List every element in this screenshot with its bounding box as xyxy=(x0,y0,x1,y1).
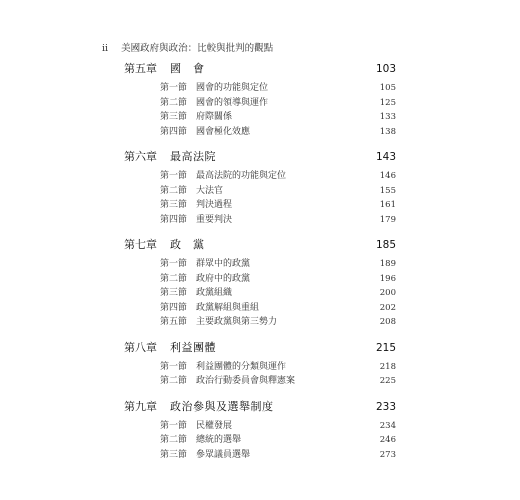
chapter-number: 第九章 xyxy=(124,399,157,413)
section-title: 國會的領導與運作 xyxy=(196,97,269,108)
section-number: 第一節 xyxy=(160,361,188,372)
toc-chapter xyxy=(124,236,396,329)
table-of-contents xyxy=(124,60,396,471)
section-title: 判決過程 xyxy=(196,200,233,210)
section-page: 155 xyxy=(379,185,396,196)
section-row xyxy=(124,95,396,110)
section-row xyxy=(124,109,396,124)
section-row xyxy=(124,447,396,462)
section-page: 202 xyxy=(379,302,396,313)
toc-chapter xyxy=(124,398,396,462)
section-number: 第三節 xyxy=(160,200,188,210)
section-title: 國會的功能與定位 xyxy=(196,83,269,93)
chapter-title: 政治參與及選舉制度 xyxy=(170,399,274,413)
section-page: 208 xyxy=(379,317,396,327)
section-row xyxy=(124,197,396,212)
section-page: 196 xyxy=(379,273,396,284)
chapter-page: 215 xyxy=(375,341,396,354)
section-page: 133 xyxy=(379,112,396,122)
section-number: 第三節 xyxy=(160,288,188,298)
section-title: 政黨解組與重組 xyxy=(196,302,260,313)
section-title: 民權發展 xyxy=(196,420,233,431)
chapter-page: 143 xyxy=(375,151,396,163)
section-number: 第五節 xyxy=(160,317,188,327)
section-row xyxy=(124,314,396,329)
section-title: 政黨組織 xyxy=(196,288,233,298)
section-number: 第二節 xyxy=(160,435,188,445)
section-page: 218 xyxy=(379,361,396,372)
section-page: 246 xyxy=(379,435,396,445)
section-number: 第四節 xyxy=(160,302,188,313)
book-title: 美國政府與政治：比較與批判的觀點 xyxy=(121,43,274,54)
section-title: 主要政黨與第三勢力 xyxy=(196,317,278,327)
chapter-row xyxy=(124,398,396,418)
section-row xyxy=(124,212,396,227)
section-title: 參眾議員選舉 xyxy=(196,449,251,460)
section-row xyxy=(124,271,396,286)
section-page: 125 xyxy=(379,97,396,108)
section-page: 234 xyxy=(379,420,396,431)
section-row xyxy=(124,418,396,433)
section-number: 第四節 xyxy=(160,214,188,225)
chapter-row xyxy=(124,236,396,256)
section-row xyxy=(124,432,396,447)
section-number: 第一節 xyxy=(160,83,188,93)
section-page: 189 xyxy=(379,259,396,269)
section-page: 179 xyxy=(379,214,396,225)
section-number: 第二節 xyxy=(160,273,188,284)
section-row xyxy=(124,359,396,374)
running-header xyxy=(102,40,273,54)
section-title: 國會極化效應 xyxy=(196,126,251,137)
section-number: 第四節 xyxy=(160,126,188,137)
section-title: 政治行動委員會與釋憲案 xyxy=(196,376,296,386)
section-row xyxy=(124,183,396,198)
chapter-page: 103 xyxy=(375,63,396,75)
section-page: 273 xyxy=(379,449,396,460)
section-title: 府際關係 xyxy=(196,112,233,122)
page-number: ii xyxy=(102,43,109,54)
section-title: 最高法院的功能與定位 xyxy=(196,171,287,181)
section-title: 利益團體的分類與運作 xyxy=(196,361,287,372)
chapter-title: 國 會 xyxy=(170,62,205,75)
chapter-row xyxy=(124,339,396,359)
section-page: 105 xyxy=(379,83,396,93)
section-number: 第一節 xyxy=(160,420,188,431)
section-title: 總統的選舉 xyxy=(196,435,242,445)
toc-chapter xyxy=(124,339,396,388)
chapter-page: 185 xyxy=(375,239,396,251)
chapter-number: 第六章 xyxy=(124,150,157,163)
section-row xyxy=(124,80,396,95)
chapter-number: 第五章 xyxy=(124,62,157,75)
section-number: 第一節 xyxy=(160,171,188,181)
chapter-title: 利益團體 xyxy=(170,340,216,354)
section-row xyxy=(124,256,396,271)
section-page: 200 xyxy=(379,288,396,298)
chapter-title: 政 黨 xyxy=(170,238,205,251)
chapter-number: 第八章 xyxy=(124,340,157,354)
toc-chapter xyxy=(124,60,396,138)
section-row xyxy=(124,373,396,388)
section-title: 大法官 xyxy=(196,185,224,196)
section-page: 161 xyxy=(379,200,396,210)
section-row xyxy=(124,124,396,139)
section-title: 群眾中的政黨 xyxy=(196,259,251,269)
section-title: 重要判決 xyxy=(196,214,233,225)
chapter-row xyxy=(124,60,396,80)
chapter-title: 最高法院 xyxy=(170,150,216,163)
section-number: 第三節 xyxy=(160,449,188,460)
chapter-row xyxy=(124,148,396,168)
section-page: 146 xyxy=(379,171,396,181)
section-number: 第二節 xyxy=(160,97,188,108)
chapter-page: 233 xyxy=(375,400,396,413)
section-row xyxy=(124,168,396,183)
section-page: 138 xyxy=(379,126,396,137)
section-number: 第三節 xyxy=(160,112,188,122)
section-row xyxy=(124,285,396,300)
chapter-number: 第七章 xyxy=(124,238,157,251)
section-number: 第一節 xyxy=(160,259,188,269)
section-number: 第二節 xyxy=(160,376,188,386)
section-page: 225 xyxy=(379,376,396,386)
section-row xyxy=(124,300,396,315)
section-number: 第二節 xyxy=(160,185,188,196)
toc-chapter xyxy=(124,148,396,226)
section-title: 政府中的政黨 xyxy=(196,273,251,284)
